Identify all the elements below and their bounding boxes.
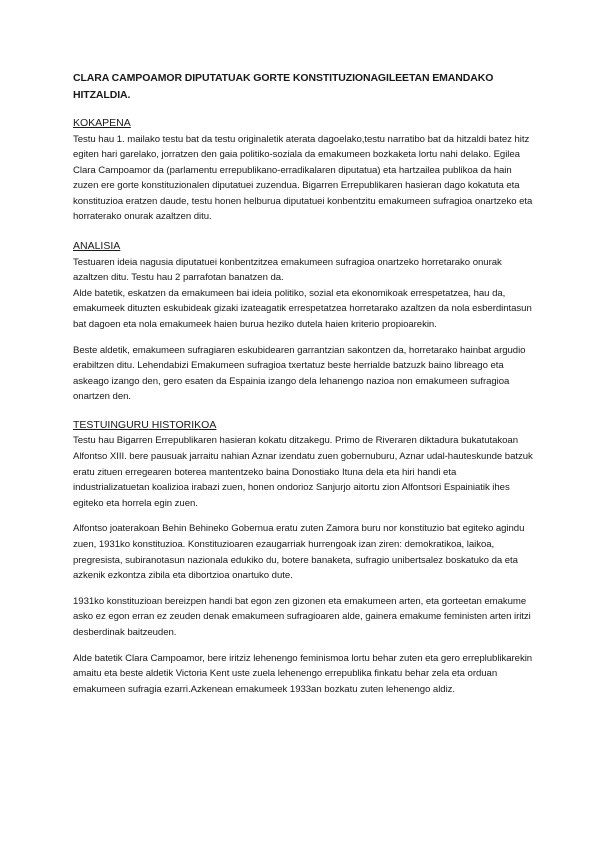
section-heading: TESTUINGURU HISTORIKOA bbox=[73, 418, 217, 431]
paragraph: Testu hau 1. mailako testu bat da testu originaletik aterata dagoelako,testu narratibo bat da hitzaldi batez hitz egiten hari garelako, jorratzen den gaia politiko-soziala da emakumeen bozkaketa lortu nahi delako. Egilea Clara Campoamor da (parlamentu errepublikano-erradikalaren diputatua) eta hartzailea publikoa da hain zuzen ere gorte konstituzionalen diputatuei zuzendua. Bigarren Errepublikaren hasieran dago kokatuta eta konstituzioa eratzen daude, testu honen helburua diputatuei konbentzitu emakumeen sufragioa onartzeko eta horraterako onurak azaltzen ditu. bbox=[73, 133, 533, 223]
document-title: CLARA CAMPOAMOR DIPUTATUAK GORTE KONSTITUZIONAGILEETAN EMANDAKO HITZALDIA. bbox=[73, 72, 494, 101]
paragraph: Alde batetik, eskatzen da emakumeen bai ideia politiko, sozial eta ekonomikoak errespetatzea, hau da, emakumeek dituzten eskubideak gizaki izateagatik errespetatzea horretarako azaltzen da nola esberdintasun bat dagoen eta nola emakumeek haien burua heziko dutela haien kriterio propioarekin. bbox=[73, 287, 532, 330]
paragraph: 1931ko konstituzioan bereizpen handi bat egon zen gizonen eta emakumeen arten, eta gorteetan emakume asko ez egon erran ez zeuden denak emakumeen sufragioaren alde, gainera emakume feministen arten iritzi desberdinak baitzeuden. bbox=[73, 595, 531, 638]
paragraph: Alde batetik Clara Campoamor, bere iritziz lehenengo feminismoa lortu behar zuten eta gero erreplublikarekin amaitu eta beste aldetik Victoria Kent uste zuela lehenengo errepublika finkatu behar zela eta orduan emakumeen sufragia ezarri.Azkenean emakumeek 1933an bozkatu zuten lehenengo aldiz. bbox=[73, 652, 533, 695]
paragraph: Alfontso joaterakoan Behin Behineko Gobernua eratu zuten Zamora buru nor konstituzio bat egiteko agindu zuen, 1931ko konstituzioa. Konstituzioaren ezaugarriak hurrengoak izan ziren: demokratikoa, laikoa, pregresista, subiranotasun nazionala edukiko du, botere banaketa, sufragio unibertsalez boskatuko da eta azkenik ezkontza zibila eta dibortzioa onartuko dute. bbox=[73, 523, 525, 582]
document-page bbox=[73, 70, 533, 706]
section-testuinguru-historikoa bbox=[73, 418, 533, 697]
section-heading: ANALISIA bbox=[73, 240, 121, 253]
paragraph: Testuaren ideia nagusia diputatuei konbentzitzea emakumeen sufragioa onartzeko horretarako onurak azaltzen ditu. Testu hau 2 parrafotan banatzen da. bbox=[73, 256, 502, 284]
paragraph: Testu hau Bigarren Errepublikaren hasieran kokatu ditzakegu. Primo de Riveraren diktadura bukatutakoan Alfontso XIII. bere pausuak jarraitu nahian Aznar izendatu zuen gobernuburu, Aznar udal-hauteskunde batzuk eratu zituen erregearen boterea mantentzeko baina Donostiako Ituna dela eta hiri handi eta industrializatuetan koalizioa irabazi zuen, honen ondorioz Sanjurjo aitortu zion Alfontsori Espainiatik ihes egiteko eta horrela egin zuen. bbox=[73, 435, 533, 509]
section-kokapena bbox=[73, 116, 533, 225]
section-heading: KOKAPENA bbox=[73, 117, 131, 129]
paragraph: Beste aldetik, emakumeen sufragiaren eskubidearen garrantzian sakontzen da, horretarako hainbat argudio erabiltzen ditu. Lehendabizi Emakumeen sufragioa txertatuz beste herrialde batzuzk baino libreago eta askeago izango den, gero esaten da Espainia izango dela lehanengo nazioa non emakumeen sufragioa onartzen den. bbox=[73, 344, 526, 403]
section-analisia bbox=[73, 239, 533, 405]
